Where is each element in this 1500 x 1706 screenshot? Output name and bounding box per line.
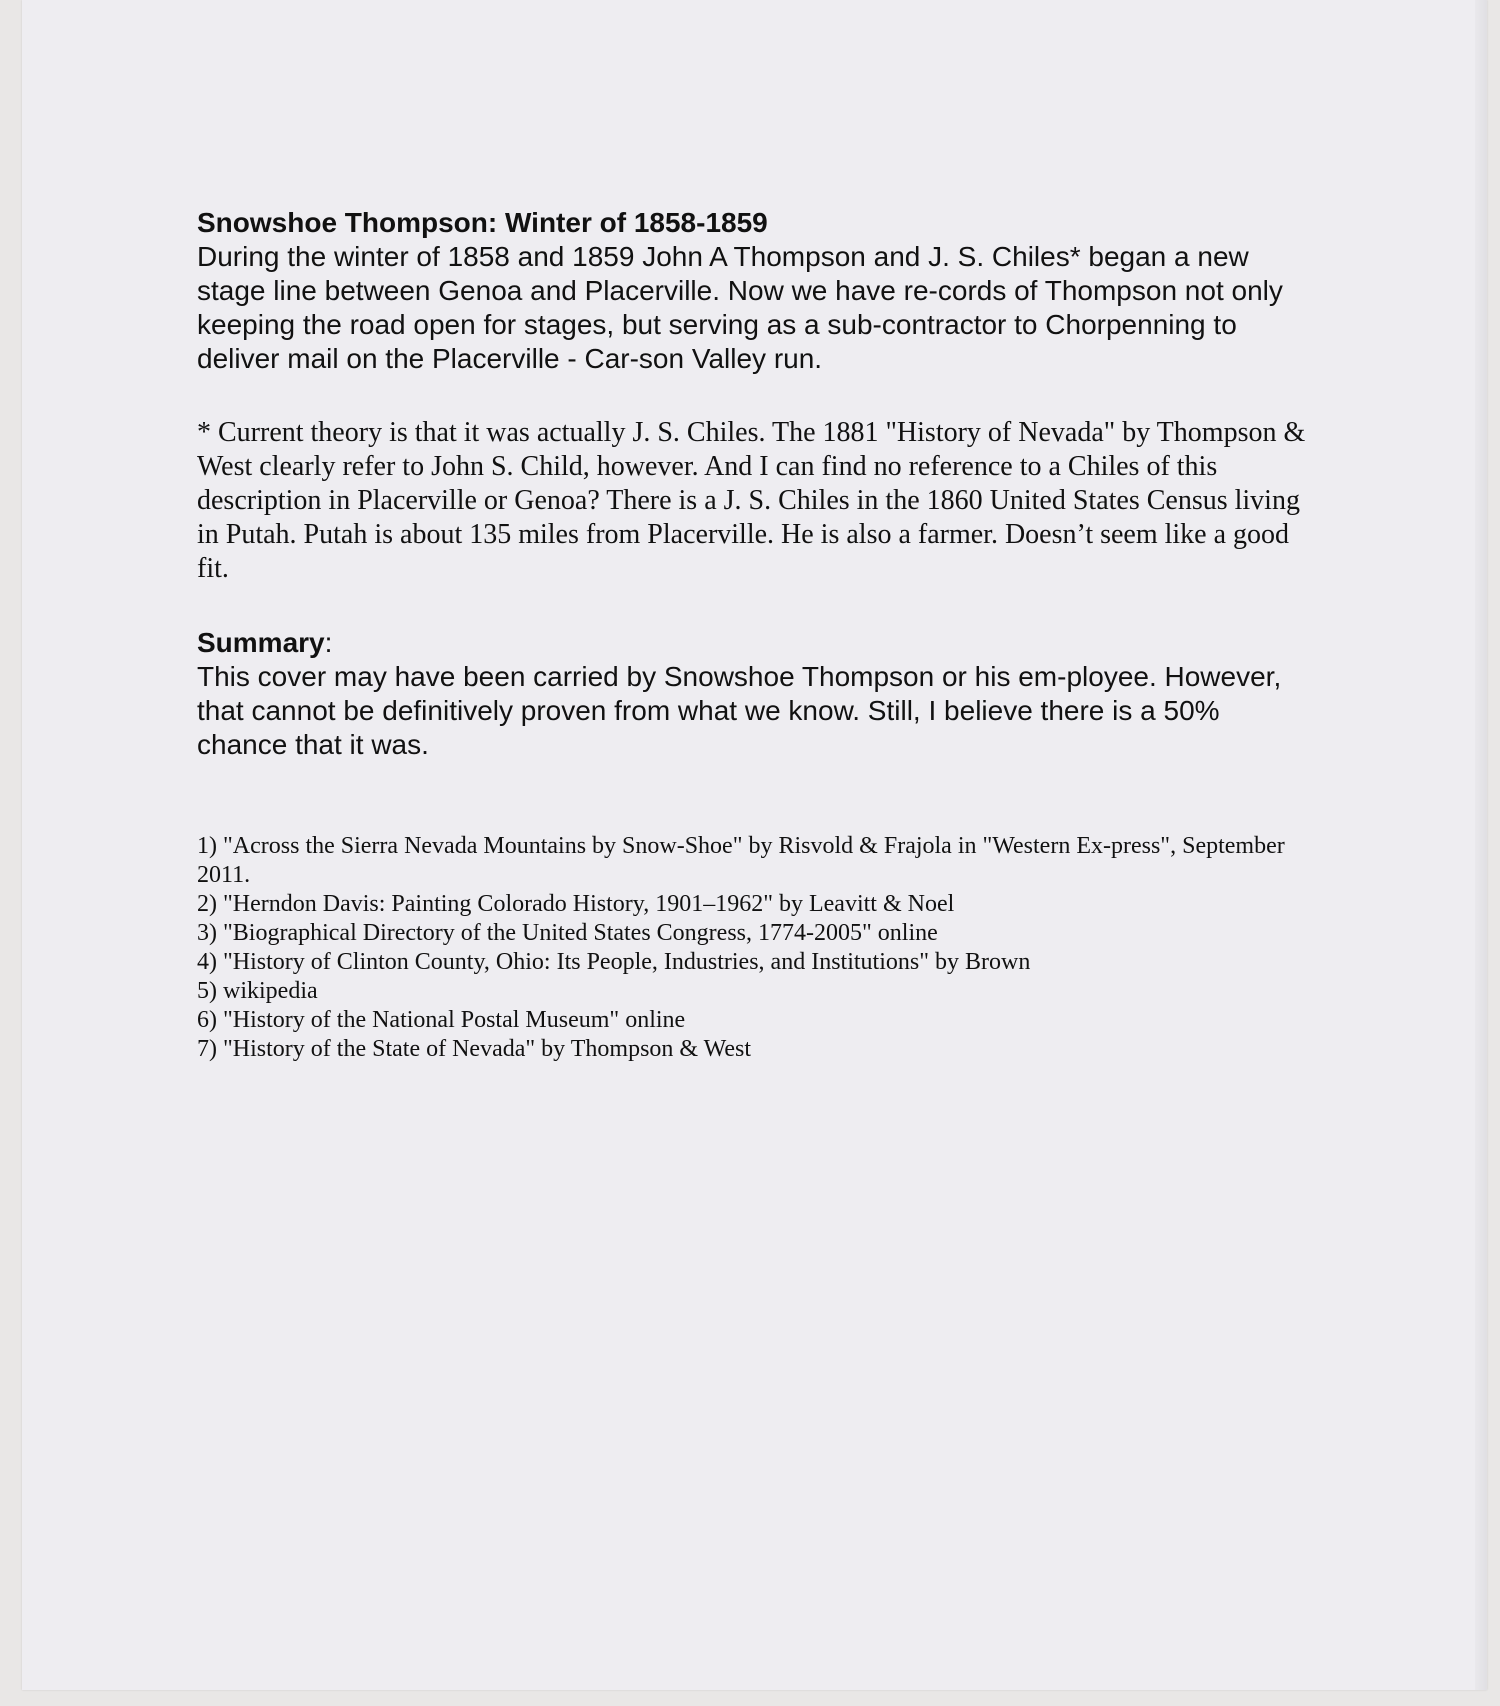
summary-label: Summary [197, 627, 325, 658]
reference-item: 6) "History of the National Postal Museum" online [197, 1007, 686, 1033]
body-paragraph: During the winter of 1858 and 1859 John A Thompson and J. S. Chiles* began a new stage line between Genoa and Placerville. Now we have re-cords of Thompson not only keeping the road open for stages, but serving as a sub-contractor to Chorpenning to deliver mail on the Placerville - Car-son Valley run. [197, 241, 1283, 374]
reference-item: 3) "Biographical Directory of the United States Congress, 1774-2005" online [197, 920, 938, 946]
document-title: Snowshoe Thompson: Winter of 1858-1859 [197, 207, 768, 238]
reference-item: 7) "History of the State of Nevada" by Thompson & West [197, 1036, 752, 1062]
page-edge-shadow [1475, 0, 1487, 1690]
summary-heading [197, 626, 1307, 660]
summary-colon: : [324, 627, 333, 658]
reference-list [197, 832, 1307, 1064]
footnote-paragraph: * Current theory is that it was actually J. S. Chiles. The 1881 "History of Nevada" by Thompson & West clearly refer to John S. Child, however. And I can find no reference to a Chiles of this description in Placerville or Genoa? There is a J. S. Chiles in the 1860 United States Census living in Putah. Putah is about 135 miles from Placerville. He is also a farmer. Doesn’t seem like a good fit. [197, 417, 1306, 584]
reference-item: 5) wikipedia [197, 978, 318, 1004]
document-content [197, 206, 1307, 1064]
reference-item: 2) "Herndon Davis: Painting Colorado History, 1901–1962" by Leavitt & Noel [197, 891, 955, 917]
reference-item: 1) "Across the Sierra Nevada Mountains by Snow-Shoe" by Risvold & Frajola in "Western Ex-press", September 2011. [197, 833, 1285, 888]
document-page [22, 0, 1487, 1690]
summary-paragraph: This cover may have been carried by Snowshoe Thompson or his em-ployee. However, that cannot be definitively proven from what we know. Still, I believe there is a 50% chance that it was. [197, 661, 1282, 760]
reference-item: 4) "History of Clinton County, Ohio: Its People, Industries, and Institutions" by Brown [197, 949, 1031, 975]
